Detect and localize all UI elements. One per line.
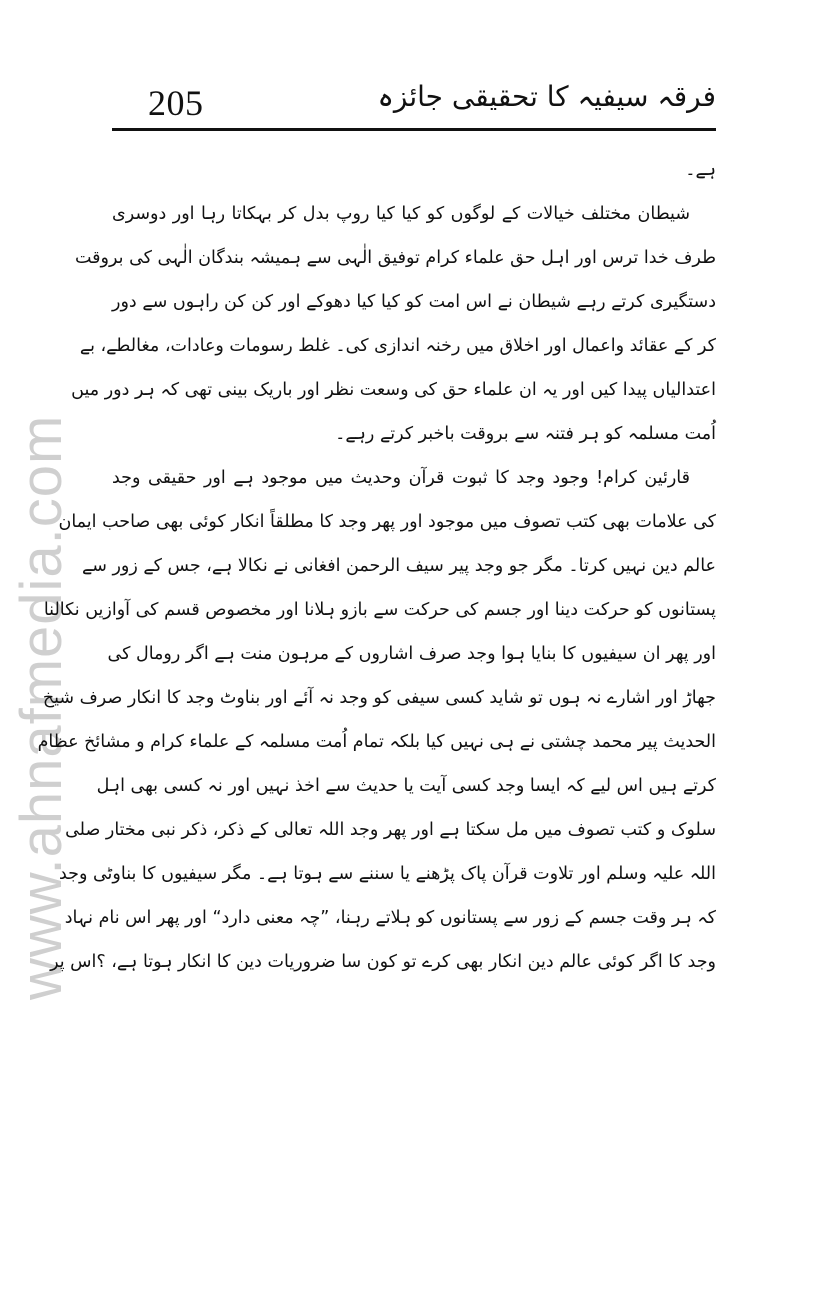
running-title: فرقہ سیفیہ کا تحقیقی جائزہ — [377, 80, 716, 113]
text-line: کی علامات بھی کتب تصوف میں موجود اور پھر وجد کا مطلقاً انکار کوئی بھی صاحب ایمان — [58, 512, 716, 532]
watermark: www.ahnafmedia.com — [9, 414, 74, 1000]
text-line: اُمت مسلمہ کو ہر فتنہ سے بروقت باخبر کرتے رہے۔ — [335, 424, 716, 444]
text-line: وجد کا اگر کوئی عالم دین انکار بھی کرے تو کون سا ضروریات دین کا انکار ہوتا ہے، ؟اس پر — [50, 952, 716, 972]
text-line: اللہ علیہ وسلم اور تلاوت قرآن پاک پڑھنے یا سننے سے ہوتا ہے۔ مگر سیفیوں کا بناوٹی وجد — [58, 864, 716, 884]
text-line: دستگیری کرتے رہے شیطان نے اس امت کو کیا کیا دھوکے اور کن کن راہوں سے دور — [112, 292, 716, 312]
text-line: کرتے ہیں اس لیے کہ ایسا وجد کسی آیت یا حدیث سے اخذ نہیں اور نہ کسی بھی اہل — [96, 776, 716, 796]
text-line: پستانوں کو حرکت دینا اور جسم کی حرکت سے بازو ہلانا اور مخصوص قسم کی آوازیں نکالنا — [43, 600, 716, 620]
text-line: کر کے عقائد واعمال اور اخلاق میں رخنہ اندازی کی۔ غلط رسومات وعادات، مغالطے، بے — [79, 336, 716, 356]
text-line: ہے۔ — [685, 160, 716, 180]
text-line: اور پھر ان سیفیوں کا بنایا ہوا وجد صرف اشاروں کے مرہون منت ہے اگر رومال کی — [107, 644, 716, 664]
text-line: الحدیث پیر محمد چشتی نے ہی نہیں کیا بلکہ تمام اُمت مسلمہ کے علماء کرام و مشائخ عظام — [37, 732, 716, 752]
text-line: اعتدالیاں پیدا کیں اور یہ ان علماء حق کی وسعت نظر اور باریک بینی تھی کہ ہر دور میں — [71, 380, 716, 400]
page-header — [112, 78, 716, 130]
text-line: طرف خدا ترس اور اہل حق علماء کرام توفیق الٰہی سے ہمیشہ بندگان الٰہی کی بروقت — [74, 248, 716, 268]
text-line: شیطان مختلف خیالات کے لوگوں کو کیا کیا روپ بدل کر بہکاتا رہا اور دوسری — [112, 204, 690, 224]
text-line: کہ ہر وقت جسم کے زور سے پستانوں کو ہلاتے رہنا، ”چہ معنی دارد“ اور پھر اس نام نہاد — [64, 908, 716, 928]
text-line: سلوک و کتب تصوف میں مل سکتا ہے اور پھر وجد اللہ تعالی کے ذکر، ذکر نبی مختار صلی — [65, 820, 716, 840]
text-line: عالم دین نہیں کرتا۔ مگر جو وجد پیر سیف الرحمن افغانی نے نکالا ہے، جس کے زور سے — [81, 556, 716, 576]
page-number: 205 — [148, 83, 204, 123]
header-rule — [112, 128, 716, 131]
text-line: جھاڑ اور اشارے نہ ہوں تو شاید کسی سیفی کو وجد نہ آئے اور بناوٹ وجد کا انکار صرف شیخ — [42, 688, 716, 708]
text-line: قارئین کرام! وجود وجد کا ثبوت قرآن وحدیث میں موجود ہے اور حقیقی وجد — [112, 468, 690, 488]
